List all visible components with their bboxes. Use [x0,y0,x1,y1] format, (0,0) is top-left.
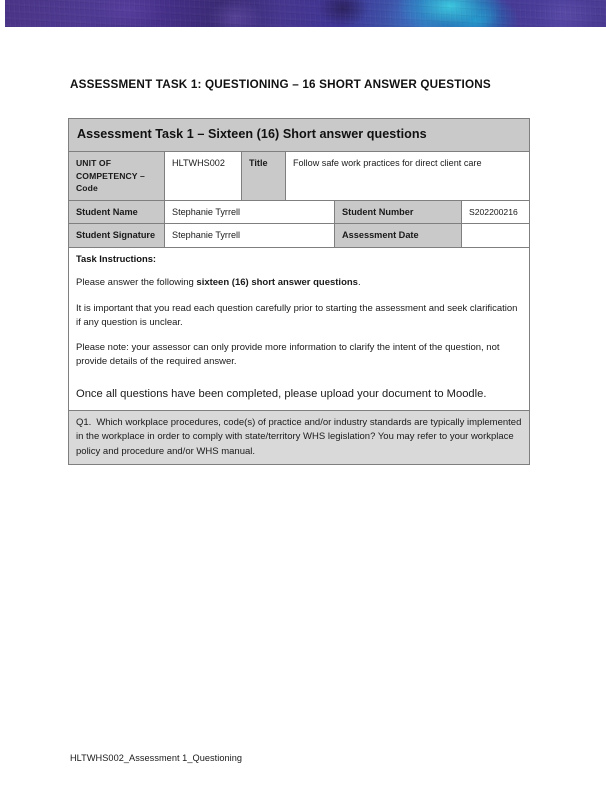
task-instructions-row [69,247,530,410]
student-name-row [69,200,530,224]
assessment-date-label: Assessment Date [342,230,419,241]
table-title-row [69,119,530,152]
table-title-cell [69,119,530,152]
unit-title-value: Follow safe work practices for direct client care [293,158,482,168]
student-name-value-cell[interactable] [165,200,335,224]
assessment-date-label-cell [335,224,462,247]
question-1-cell [69,410,530,464]
instruction-1-suffix: . [357,277,361,289]
student-number-label: Student Number [342,206,414,217]
unit-code-cell [165,152,242,201]
assessment-table [68,118,530,465]
student-number-label-cell [335,200,462,224]
instruction-upload-notice: Once all questions have been completed, please upload your document to Moodle. [76,387,487,400]
instruction-paragraph-1 [76,276,523,290]
student-name-label: Student Name [76,206,138,217]
task-instructions-heading: Task Instructions: [76,252,157,264]
question-1-number: Q1. [76,416,92,428]
unit-title-label: Title [249,158,268,168]
banner-texture-overlay [5,0,606,27]
student-signature-value-cell[interactable] [165,224,335,247]
question-1-row [69,410,530,464]
unit-code-value: HLTWHS002 [172,158,225,168]
question-1-paragraph [76,416,523,459]
unit-of-competency-row [69,152,530,201]
unit-label-cell [69,152,165,201]
decorative-header-image [5,0,606,27]
student-number-value-cell[interactable] [462,200,530,224]
student-signature-label-cell [69,224,165,247]
instruction-1-emphasis: sixteen (16) short answer questions [196,277,358,289]
unit-title-label-cell [242,152,286,201]
student-signature-value: Stephanie Tyrrell [172,230,241,241]
student-name-value: Stephanie Tyrrell [172,206,241,217]
unit-title-value-cell [286,152,530,201]
student-number-value: S202200216 [469,206,518,217]
student-signature-label: Student Signature [76,230,156,241]
instruction-1-prefix: Please answer the following [76,277,197,289]
instruction-paragraph-2: It is important that you read each question carefully prior to starting the assessment and seek clarification if any question is unclear. [76,302,518,328]
unit-of-competency-label: UNIT OF COMPETENCY – Code [76,158,145,194]
question-1-text: Which workplace procedures, code(s) of practice and/or industry standards are typically implemented in the workplace in order to comply with state/territory WHS legislation? You may refer to your workplace policy and procedure and/or WHS manual. [76,416,522,457]
student-name-label-cell [69,200,165,224]
page-title: ASSESSMENT TASK 1: QUESTIONING – 16 SHORT ANSWER QUESTIONS [70,78,491,91]
instruction-paragraph-3: Please note: your assessor can only provide more information to clarify the intent of the question, not provide details of the required answer. [76,342,500,368]
assessment-date-value-cell[interactable] [462,224,530,247]
task-instructions-cell [69,247,530,410]
document-footer: HLTWHS002_Assessment 1_Questioning [70,753,243,763]
table-title-text: Assessment Task 1 – Sixteen (16) Short answer questions [77,127,427,141]
student-signature-row [69,224,530,247]
header-banner-area [0,0,606,30]
